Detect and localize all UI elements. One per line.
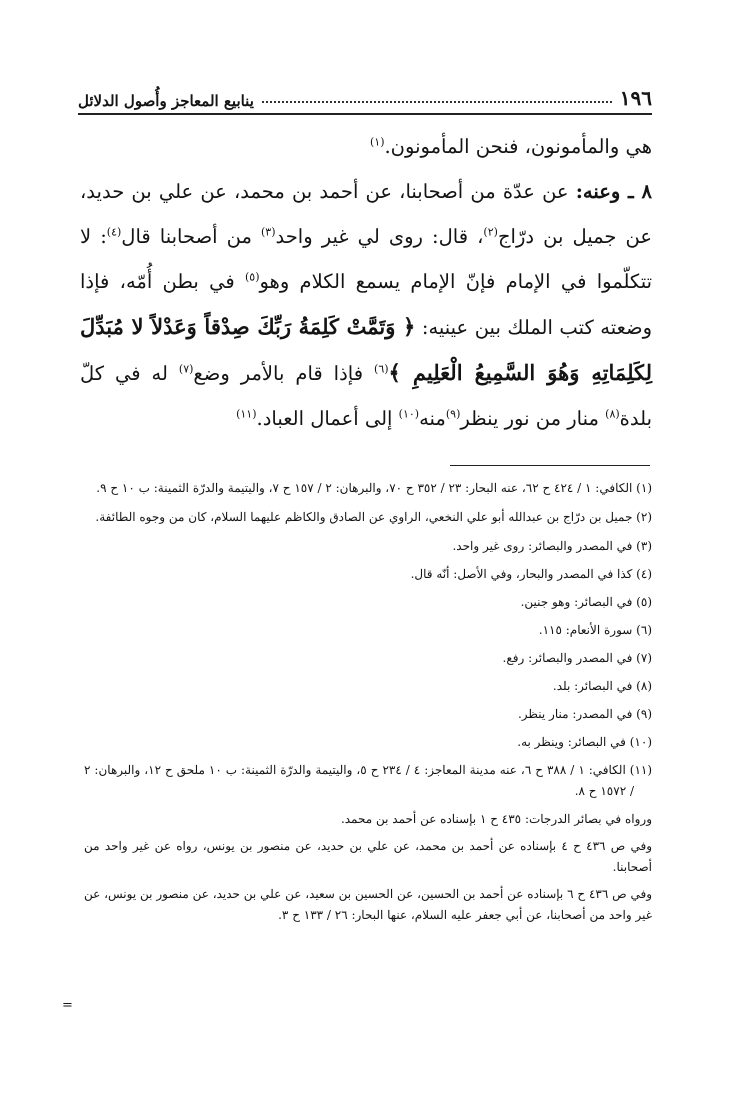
note-ref-10[interactable]: (١٠) [398, 407, 420, 421]
main-text [80, 124, 652, 441]
footnote-1: (١) الكافي: ١ / ٤٢٤ ح ٦٢، عنه البحار: ٢٣ / ٣٥٢ ح ٧٠، والبرهان: ٢ / ١٥٧ ح ٧، واليتيمة والدرّة الثمينة: ب ١٠ ح ٩. [96, 481, 652, 495]
note-ref-7[interactable]: (٧) [178, 362, 194, 376]
note-ref-2[interactable]: (٢) [483, 225, 498, 239]
hadith-text-9: منه [419, 407, 446, 430]
note-ref-3[interactable]: (٣) [260, 225, 276, 239]
note-ref-4[interactable]: (٤) [106, 225, 122, 239]
footnote-7: (٧) في المصدر والبصائر: رفع. [502, 651, 652, 665]
footnote-9: (٩) في المصدر: منار ينظر. [517, 707, 652, 721]
footnote-8: (٨) في البصائر: بلد. [552, 679, 652, 693]
footnote-11-continuation-a: ورواه في بصائر الدرجات: ٤٣٥ ح ١ بإسناده عن أحمد بن محمد. [340, 812, 652, 826]
footnote-11-continuation-b: وفي ص ٤٣٦ ح ٤ بإسناده عن أحمد بن محمد، عن علي بن حديد، عن منصور بن يونس، رواه عن غير واحد من أصحابنا. [84, 839, 653, 874]
hadith-text-3: من أصحابنا قال [121, 225, 252, 248]
note-ref-5[interactable]: (٥) [244, 270, 260, 284]
intro-text: هي والمأمونون، فنحن المأمونون. [384, 135, 652, 158]
note-ref-1[interactable]: (١) [369, 135, 385, 149]
running-title: ينابيع المعاجز وأُصول الدلائل [78, 92, 254, 110]
hadith-text-1: عن عدّة من أصحابنا، عن أحمد بن محمد، عن علي بن حديد، عن جميل بن درّاج [80, 180, 652, 248]
hadith-text-5: في بطن أُمّه، فإذا وضعته كتب الملك بين عينيه: [80, 270, 652, 339]
footnote-5: (٥) في البصائر: وهو جنين. [520, 595, 652, 609]
note-ref-6[interactable]: (٦) [374, 362, 389, 376]
footnotes [84, 478, 652, 932]
note-ref-8[interactable]: (٨) [605, 407, 620, 421]
margin-mark: = [62, 998, 73, 1013]
hadith-text-2: ، قال: روى لي غير واحد [275, 225, 484, 248]
footnote-separator [450, 465, 650, 466]
footnote-3: (٣) في المصدر والبصائر: روى غير واحد. [452, 539, 652, 553]
paragraph-intro [80, 124, 652, 169]
footnote-11: (١١) الكافي: ١ / ٣٨٨ ح ٦، عنه مدينة المعاجز: ٤ / ٢٣٤ ح ٥، واليتيمة والدرّة الثمينة: ب ١٠ ملحق ح ١٢، والبرهان: ٢ / ١٥٧٢ ح ٨. [84, 763, 653, 798]
footnote-11-continuation-c: وفي ص ٤٣٦ ح ٦ بإسناده عن أحمد بن الحسين، عن الحسين بن سعيد، عن علي بن حديد، عن منصور بن يونس، عن غير واحد من أصحابنا، عن أبي جعفر عليه السلام، عنها البحار: ٢٦ / ١٣٣ ح ٣. [84, 887, 653, 922]
header-rule [78, 113, 652, 115]
hadith-text-10: إلى أعمال العباد. [256, 407, 393, 430]
footnote-6: (٦) سورة الأنعام: ١١٥. [538, 623, 652, 637]
hadith-text-8: منار من نور ينظر [460, 407, 599, 430]
hadith-text-4: : لا تتكلّموا في الإمام فإنّ الإمام يسمع الكلام وهو [80, 225, 653, 293]
footnote-10: (١٠) في البصائر: وينظر به. [517, 735, 652, 749]
footnote-4: (٤) كذا في المصدر والبحار، وفي الأصل: أنّه قال. [410, 567, 652, 581]
quran-verse: ﴿ وَتَمَّتْ كَلِمَةُ رَبِّكَ صِدْقاً وَعَدْلاً لا مُبَدِّلَ لِكَلِمَاتِهِ وَهُوَ السَّمِيعُ الْعَلِيمِ ﴾ [80, 314, 653, 385]
page-number: ١٩٦ [619, 86, 652, 110]
paragraph-hadith-8 [80, 169, 652, 441]
hadith-text-6: فإذا قام بالأمر وضع [193, 362, 364, 385]
footnote-2: (٢) جميل بن درّاج بن عبدالله أبو علي النخعي، الراوي عن الصادق والكاظم عليهما السلام، كان من وجوه الطائفة. [95, 510, 652, 524]
note-ref-11[interactable]: (١١) [236, 407, 257, 421]
header-dot-leader [262, 101, 612, 103]
running-header [78, 82, 652, 110]
hadith-label: ٨ ـ وعنه: [575, 180, 653, 203]
note-ref-9[interactable]: (٩) [445, 407, 461, 421]
hadith-text-7: له في كلّ بلدة [80, 362, 652, 430]
